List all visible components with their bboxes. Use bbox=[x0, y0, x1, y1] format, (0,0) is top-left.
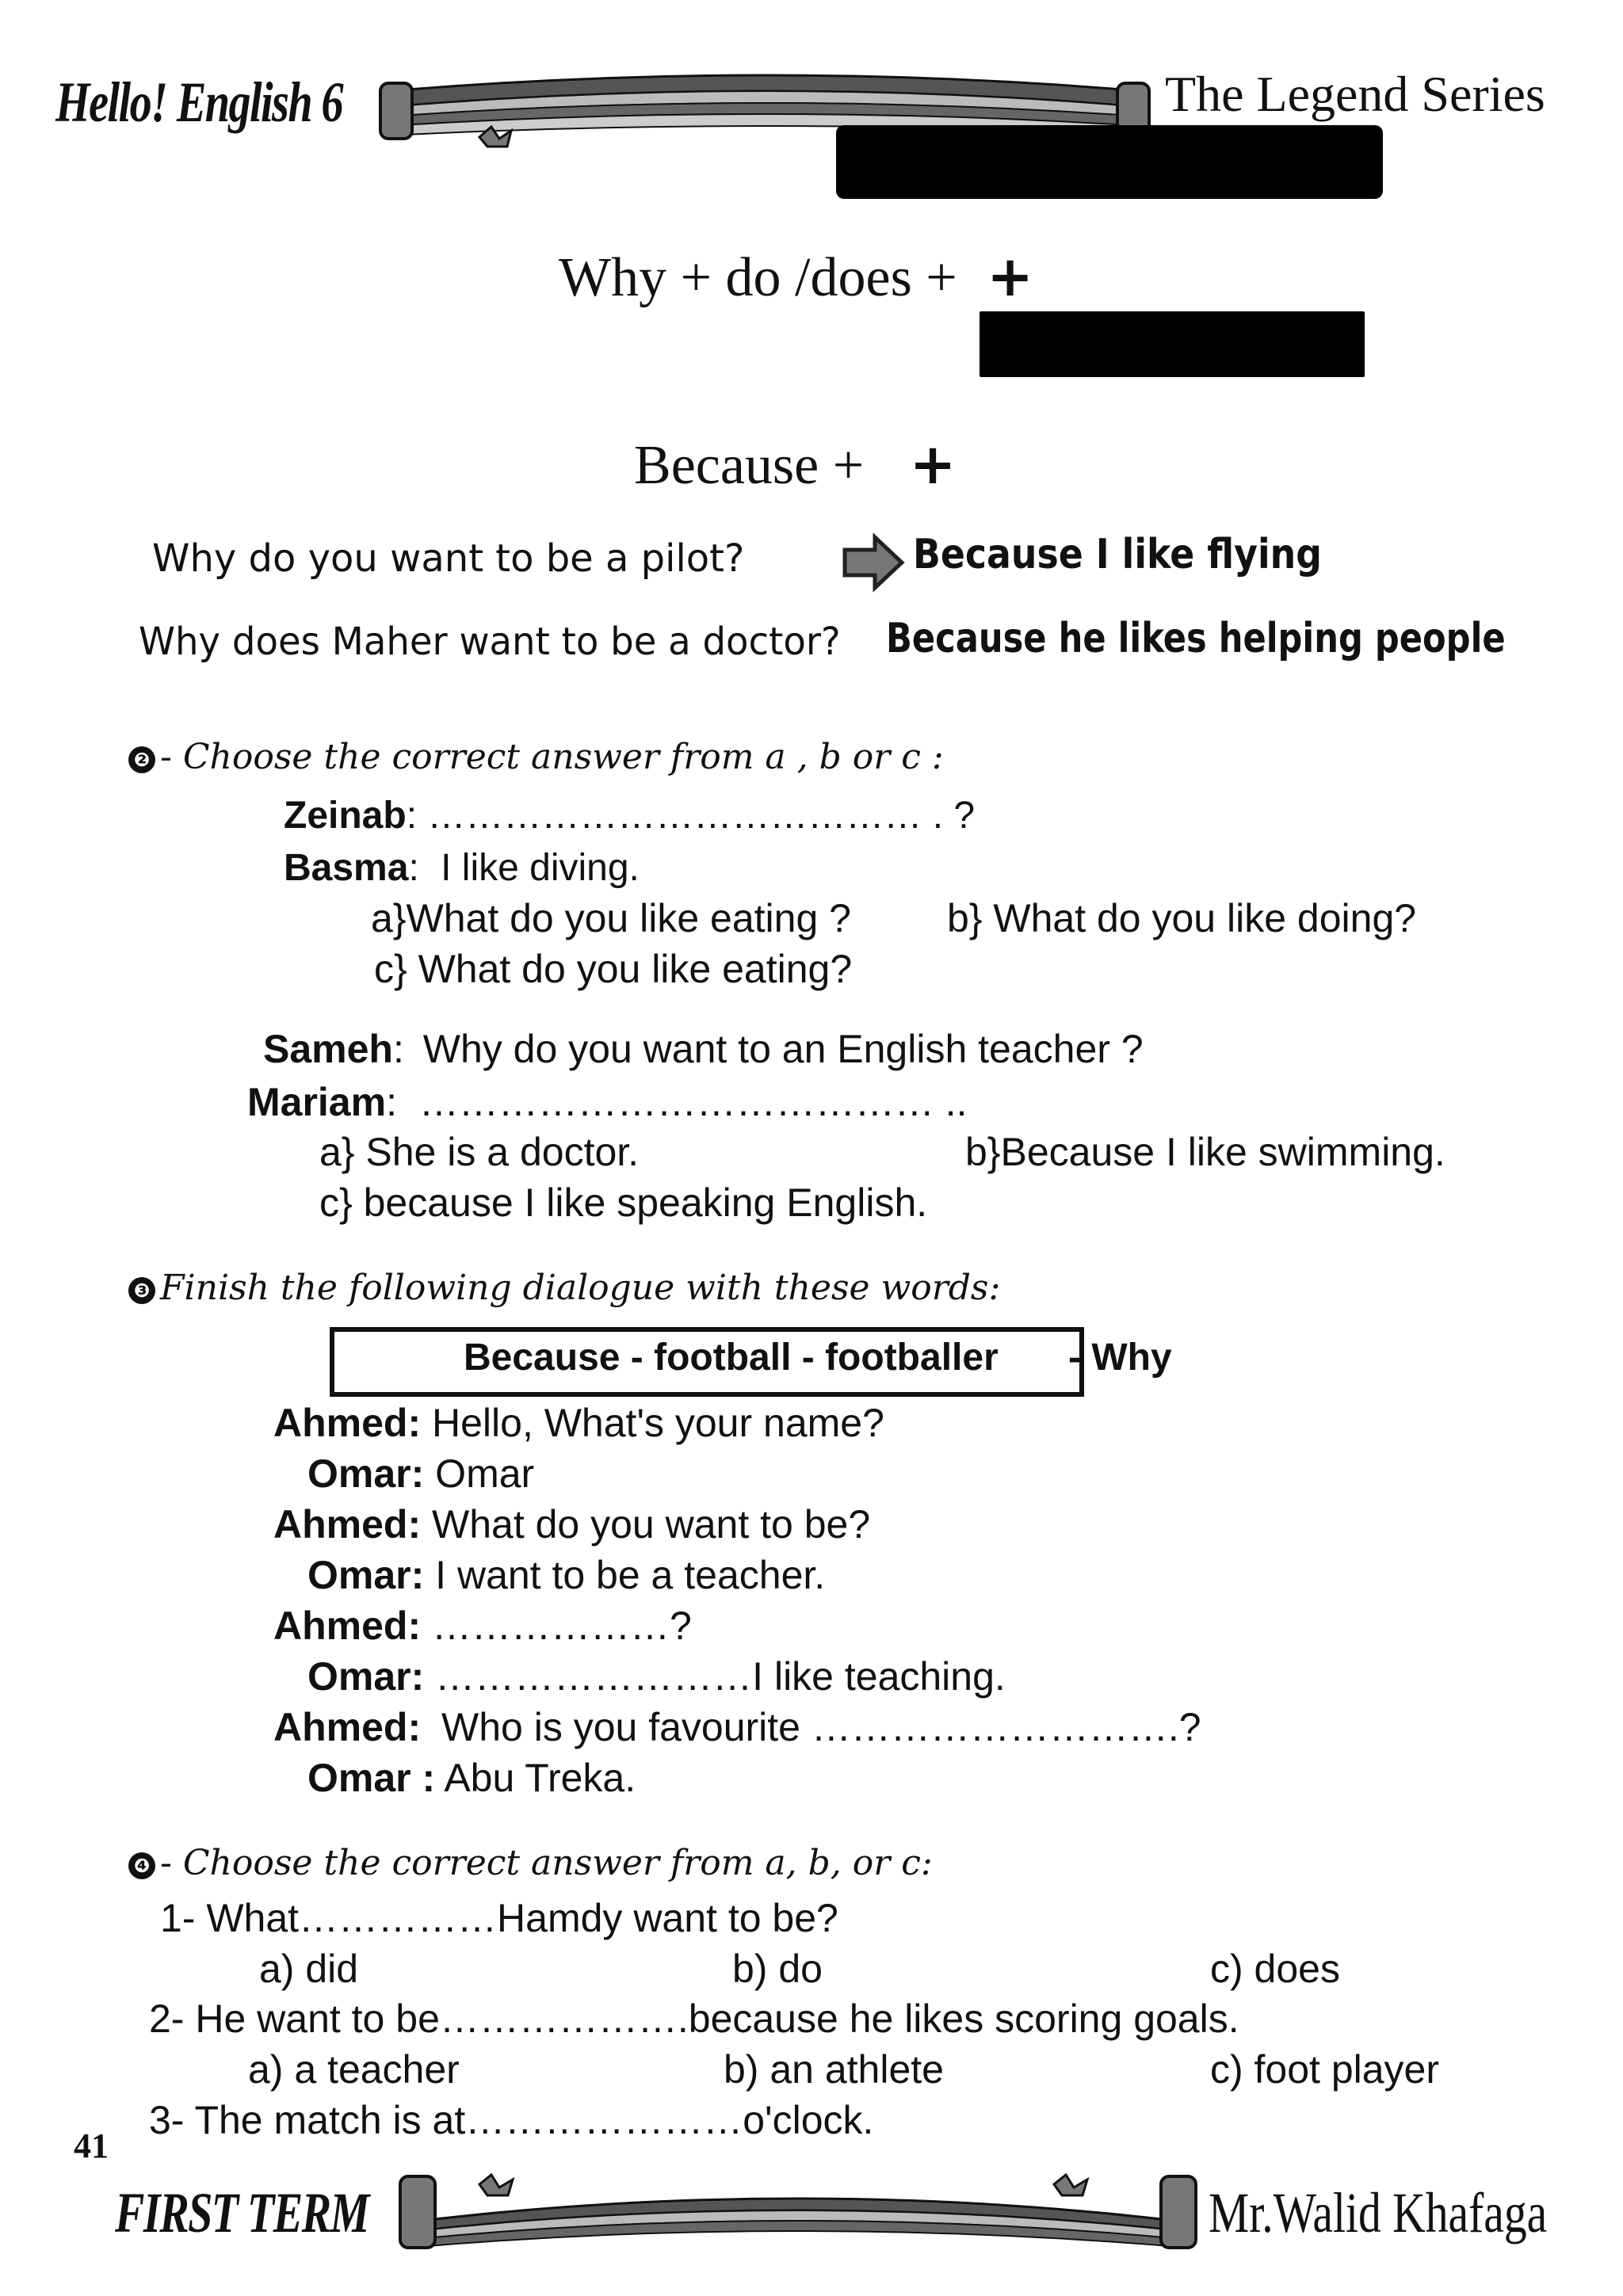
dialogue-line bbox=[307, 1451, 534, 1497]
speaker: Omar: bbox=[307, 1654, 425, 1699]
exercise2-line: Zeinab: ………………………………… . ? bbox=[284, 795, 976, 837]
line-text: Why do you want to an English teacher ? bbox=[422, 1027, 1144, 1071]
option-b: b) an athlete bbox=[724, 2047, 944, 2092]
question: 3- The match is at…………………o'clock. bbox=[149, 2098, 874, 2142]
page-number: 41 bbox=[74, 2126, 109, 2165]
line-text: I like diving. bbox=[441, 847, 640, 889]
speaker: Ahmed: bbox=[273, 1604, 422, 1648]
speaker: Ahmed: bbox=[273, 1705, 422, 1749]
exercise4-heading bbox=[128, 1843, 933, 1883]
line-text: Who is you favourite ……………………….? bbox=[441, 1705, 1201, 1749]
example-question-1: Why do you want to be a pilot? bbox=[152, 536, 745, 581]
exercise2-heading bbox=[128, 737, 944, 777]
why-rule-prefix: Why + do /does + bbox=[559, 247, 957, 308]
exercise3-instruction: Finish the following dialogue with these words: bbox=[160, 1268, 1001, 1308]
line-text: ………………………………… . ? bbox=[427, 795, 976, 837]
option-c: c) foot player bbox=[1210, 2047, 1440, 2092]
dialogue-line bbox=[307, 1653, 1006, 1699]
option-c: c) does bbox=[1210, 1947, 1340, 1991]
because-rule-prefix: Because + bbox=[634, 435, 865, 496]
option-c: c} What do you like eating? bbox=[374, 947, 853, 991]
option-a: a) did bbox=[259, 1947, 359, 1991]
book-title: Hello! English 6 bbox=[55, 71, 343, 134]
because-rule bbox=[634, 432, 956, 498]
dialogue-line bbox=[273, 1501, 870, 1547]
series-title: The Legend Series bbox=[1165, 66, 1545, 122]
dialogue-line bbox=[307, 1552, 825, 1598]
exercise4-bullet: ❹ bbox=[128, 1852, 155, 1879]
redaction-block bbox=[980, 311, 1365, 377]
option-a: a} She is a doctor. bbox=[319, 1130, 640, 1174]
exercise2-line: Mariam: ………………………………… .. bbox=[247, 1080, 968, 1124]
option-b: b) do bbox=[732, 1947, 823, 1991]
line-text: Hello, What's your name? bbox=[432, 1401, 884, 1445]
because-rule-plus: + bbox=[909, 432, 957, 497]
dialogue-line bbox=[273, 1704, 1201, 1750]
footer-ribbon-banner bbox=[392, 2167, 1205, 2254]
line-text: Omar bbox=[435, 1451, 535, 1496]
speaker: Sameh bbox=[263, 1027, 393, 1071]
question: 1- What……………Hamdy want to be? bbox=[160, 1896, 838, 1940]
line-text: Abu Treka. bbox=[444, 1756, 636, 1800]
redaction-block bbox=[836, 125, 1383, 199]
dialogue-line bbox=[273, 1400, 884, 1446]
word-box-words: Because - football - footballer bbox=[464, 1337, 999, 1379]
speaker: Omar: bbox=[307, 1451, 425, 1496]
why-rule-plus: + bbox=[987, 244, 1033, 309]
line-text: ………………? bbox=[432, 1604, 692, 1648]
exercise4-instruction: - Choose the correct answer from a, b, or c: bbox=[160, 1843, 933, 1883]
example-question-2: Why does Maher want to be a doctor? bbox=[139, 620, 841, 664]
line-text: What do you want to be? bbox=[432, 1502, 871, 1547]
exercise2-instruction: - Choose the correct answer from a , b or c : bbox=[160, 737, 944, 777]
speaker: Mariam bbox=[247, 1080, 387, 1124]
right-arrow-icon bbox=[840, 532, 907, 593]
option-a: a) a teacher bbox=[248, 2047, 460, 2092]
line-text: ………………………………… .. bbox=[418, 1080, 968, 1124]
exercise3-bullet: ❸ bbox=[128, 1277, 155, 1304]
speaker: Zeinab bbox=[284, 795, 407, 837]
word-box-extra: - Why bbox=[1068, 1337, 1172, 1379]
exercise2-bullet: ❷ bbox=[128, 746, 155, 773]
speaker: Ahmed: bbox=[273, 1502, 422, 1547]
option-a: a}What do you like eating ? bbox=[371, 896, 851, 940]
example-answer-1: Because I like flying bbox=[913, 531, 1322, 578]
speaker: Basma bbox=[284, 847, 409, 889]
term-label: FIRST TERM bbox=[115, 2181, 369, 2245]
line-text: I want to be a teacher. bbox=[435, 1553, 826, 1597]
option-b: b} What do you like doing? bbox=[947, 896, 1417, 940]
author-name: Mr.Walid Khafaga bbox=[1209, 2181, 1548, 2245]
exercise2-line: Sameh: Why do you want to an English teacher ? bbox=[263, 1027, 1144, 1071]
exercise2-line: Basma: I like diving. bbox=[284, 847, 640, 889]
exercise3-heading bbox=[128, 1268, 1000, 1308]
speaker: Ahmed: bbox=[273, 1401, 422, 1445]
example-answer-2: Because he likes helping people bbox=[886, 615, 1506, 662]
option-b: b}Because I like swimming. bbox=[965, 1130, 1445, 1174]
question: 2- He want to be……………….because he likes scoring goals. bbox=[149, 1997, 1239, 2041]
speaker: Omar: bbox=[307, 1553, 425, 1597]
speaker: Omar : bbox=[307, 1756, 436, 1800]
option-c: c} because I like speaking English. bbox=[319, 1180, 928, 1225]
dialogue-line bbox=[273, 1603, 692, 1649]
dialogue-line bbox=[307, 1755, 636, 1801]
line-text: ……………………I like teaching. bbox=[435, 1654, 1006, 1699]
why-rule bbox=[559, 244, 1033, 310]
